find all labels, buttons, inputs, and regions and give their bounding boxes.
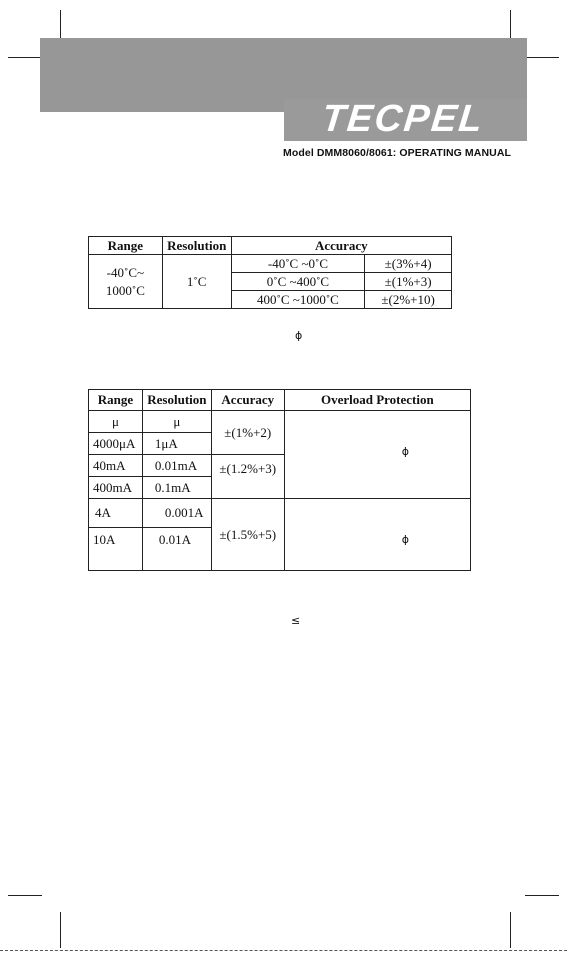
resolution-cell: 0.001A bbox=[142, 499, 211, 528]
temp-resolution-cell: 1˚C bbox=[162, 255, 231, 309]
header-range: Range bbox=[89, 390, 143, 411]
accuracy-cell: ±(2%+10) bbox=[365, 291, 452, 309]
accuracy-cell: ±(3%+4) bbox=[365, 255, 452, 273]
table-header-row bbox=[89, 390, 471, 411]
header-accuracy: Accuracy bbox=[231, 237, 451, 255]
resolution-cell: 0.1mA bbox=[142, 477, 211, 499]
crop-mark bbox=[8, 57, 42, 58]
overload-protection-cell bbox=[284, 411, 470, 499]
resolution-cell: μ bbox=[142, 411, 211, 433]
crop-mark bbox=[60, 912, 61, 948]
resolution-cell: 0.01mA bbox=[142, 455, 211, 477]
header-accuracy: Accuracy bbox=[211, 390, 284, 411]
resolution-cell: 0.01A bbox=[142, 528, 211, 571]
table-row bbox=[89, 255, 452, 273]
table-row bbox=[89, 499, 471, 528]
range-cell: 10A bbox=[89, 528, 143, 571]
range-cell: μ bbox=[89, 411, 143, 433]
crop-mark bbox=[8, 895, 42, 896]
crop-mark bbox=[510, 912, 511, 948]
accuracy-cell: ±(1.5%+5) bbox=[211, 499, 284, 571]
header-overload-protection: Overload Protection bbox=[284, 390, 470, 411]
phi-symbol: ϕ bbox=[295, 329, 303, 342]
phi-symbol: ϕ bbox=[401, 532, 409, 546]
temp-range-cell: -40˚C~ 1000˚C bbox=[89, 255, 163, 309]
table-row bbox=[89, 411, 471, 433]
range-cell: 40mA bbox=[89, 455, 143, 477]
bottom-dashed-line bbox=[0, 950, 567, 951]
temperature-spec-table bbox=[88, 236, 452, 309]
phi-symbol: ϕ bbox=[401, 444, 409, 458]
resolution-cell: 1μA bbox=[142, 433, 211, 455]
less-equal-symbol: ≤ bbox=[291, 614, 301, 627]
sub-range-cell: 0˚C ~400˚C bbox=[231, 273, 365, 291]
overload-protection-cell bbox=[284, 499, 470, 571]
current-spec-table bbox=[88, 389, 471, 571]
brand-logo: TECPEL bbox=[319, 98, 487, 140]
range-cell: 400mA bbox=[89, 477, 143, 499]
accuracy-cell: ±(1%+2) bbox=[211, 411, 284, 455]
table-header-row bbox=[89, 237, 452, 255]
accuracy-cell: ±(1.2%+3) bbox=[211, 455, 284, 499]
sub-range-cell: 400˚C ~1000˚C bbox=[231, 291, 365, 309]
accuracy-cell: ±(1%+3) bbox=[365, 273, 452, 291]
manual-subtitle: Model DMM8060/8061: OPERATING MANUAL bbox=[283, 147, 512, 159]
sub-range-cell: -40˚C ~0˚C bbox=[231, 255, 365, 273]
range-cell: 4A bbox=[89, 499, 143, 528]
range-cell: 4000μA bbox=[89, 433, 143, 455]
header-resolution: Resolution bbox=[142, 390, 211, 411]
crop-mark bbox=[525, 895, 559, 896]
crop-mark bbox=[525, 57, 559, 58]
header-range: Range bbox=[89, 237, 163, 255]
header-resolution: Resolution bbox=[162, 237, 231, 255]
